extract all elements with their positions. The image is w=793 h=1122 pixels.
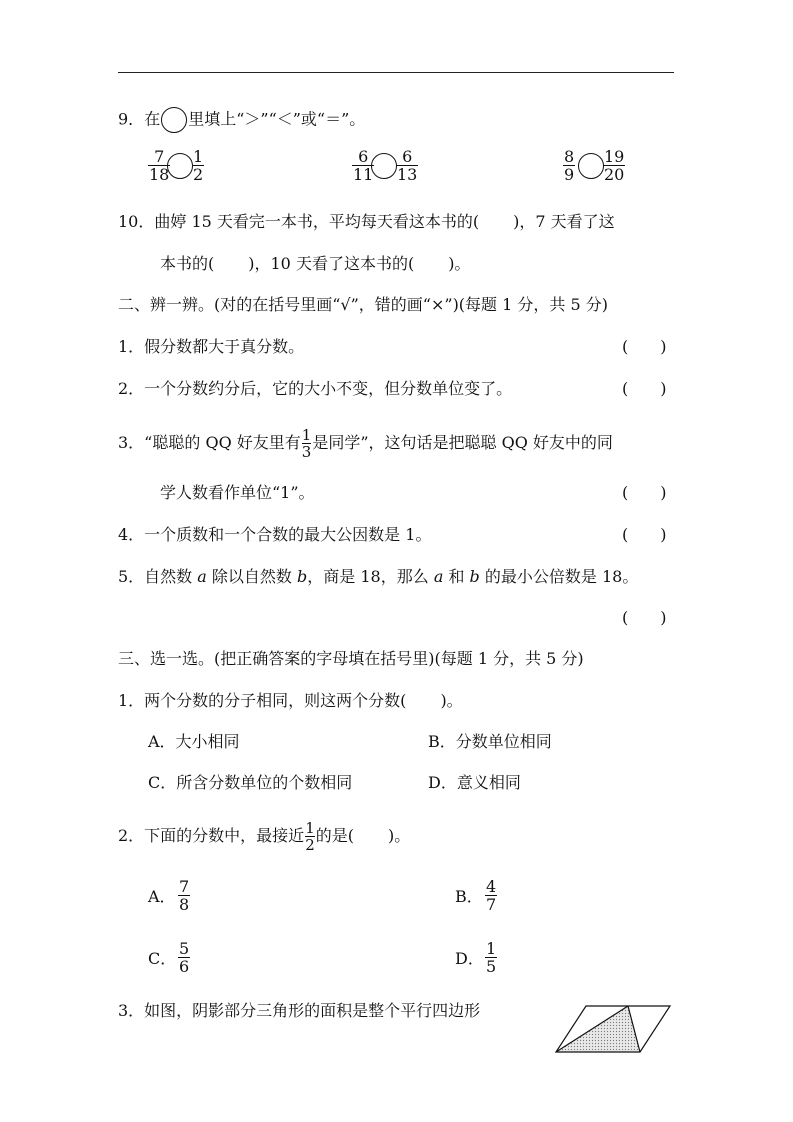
parallelogram-figure xyxy=(552,1000,674,1056)
s3-q2-option-d-frac: $\frac{1}{5}$ xyxy=(486,939,497,976)
s3-q2-option-c-frac: $\frac{5}{6}$ xyxy=(179,939,190,976)
s3-q1: 1．两个分数的分子相同，则这两个分数( )。 xyxy=(118,691,463,710)
section3-title: 三、选一选。(把正确答案的字母填在括号里)(每题 1 分，共 5 分) xyxy=(118,649,584,668)
compare-circle-icon xyxy=(161,107,187,133)
s3-q1-option-c[interactable]: C．所含分数单位的个数相同 xyxy=(148,773,353,792)
q9-pair1-circle[interactable] xyxy=(167,153,193,179)
q9-pair3-left: $\frac{8}{9}$ xyxy=(564,147,575,184)
s2-item3-line2: 学人数看作单位“1”。 xyxy=(160,483,315,502)
s2-item5-answer[interactable]: ( ) xyxy=(622,608,667,627)
fraction-one-half: $\frac{1}{2}$ xyxy=(305,819,315,854)
q9-pair1-right: $\frac{1}{2}$ xyxy=(193,147,204,184)
s2-item1: 1．假分数都大于真分数。 xyxy=(118,337,305,356)
s2-item5: 5．自然数 a 除以自然数 b，商是 18，那么 a 和 b 的最小公倍数是 18。 xyxy=(118,567,639,586)
s3-q2-option-d-label[interactable]: D． xyxy=(455,949,484,968)
s3-q2-option-b-frac: $\frac{4}{7}$ xyxy=(486,877,497,914)
shaded-triangle xyxy=(556,1006,640,1052)
s3-q2: 2．下面的分数中，最接近 $\frac{1}{2}$ 的是( )。 xyxy=(118,819,411,854)
q9-pair2-left: $\frac{6}{11}$ xyxy=(353,147,374,184)
q10-line1: 10．曲婷 15 天看完一本书，平均每天看这本书的( )，7 天看了这 xyxy=(118,212,615,231)
s2-item3-answer[interactable]: ( ) xyxy=(622,483,667,502)
s2-item4: 4．一个质数和一个合数的最大公因数是 1。 xyxy=(118,525,432,544)
q9-pair1-left: $\frac{7}{18}$ xyxy=(149,147,170,184)
s3-q1-option-a[interactable]: A．大小相同 xyxy=(148,732,240,751)
s3-q2-option-a-frac: $\frac{7}{8}$ xyxy=(179,877,190,914)
s3-q2-option-a-label[interactable]: A． xyxy=(148,887,176,906)
s3-q3: 3．如图，阴影部分三角形的面积是整个平行四边形 xyxy=(118,1001,481,1020)
s2-item2-answer[interactable]: ( ) xyxy=(622,379,667,398)
fraction-one-third: $\frac{1}{3}$ xyxy=(301,426,312,461)
s2-item4-answer[interactable]: ( ) xyxy=(622,525,667,544)
section2-title: 二、辨一辨。(对的在括号里画“√”，错的画“×”)(每题 1 分，共 5 分) xyxy=(118,295,608,314)
q10-line2: 本书的( )，10 天看了这本书的( )。 xyxy=(160,254,471,273)
s2-item1-answer[interactable]: ( ) xyxy=(622,337,667,356)
s2-item2: 2．一个分数约分后，它的大小不变，但分数单位变了。 xyxy=(118,379,513,398)
s3-q2-option-b-label[interactable]: B． xyxy=(455,887,483,906)
q9-pair2-circle[interactable] xyxy=(371,153,397,179)
q9-pair3-right: $\frac{19}{20}$ xyxy=(604,147,625,184)
q9-pair2-right: $\frac{6}{13}$ xyxy=(397,147,418,184)
s2-item3-line1: 3．“聪聪的 QQ 好友里有 $\frac{1}{3}$ 是同学”，这句话是把聪聪 QQ 好友中的同 xyxy=(118,426,613,461)
q9-prompt: 9．在 里填上“＞”“＜”或“＝”。 xyxy=(118,107,365,133)
s3-q1-option-b[interactable]: B．分数单位相同 xyxy=(428,732,552,751)
header-rule xyxy=(118,72,674,73)
q9-pair3-circle[interactable] xyxy=(578,153,604,179)
s3-q1-option-d[interactable]: D．意义相同 xyxy=(428,773,521,792)
s3-q2-option-c-label[interactable]: C． xyxy=(148,949,177,968)
